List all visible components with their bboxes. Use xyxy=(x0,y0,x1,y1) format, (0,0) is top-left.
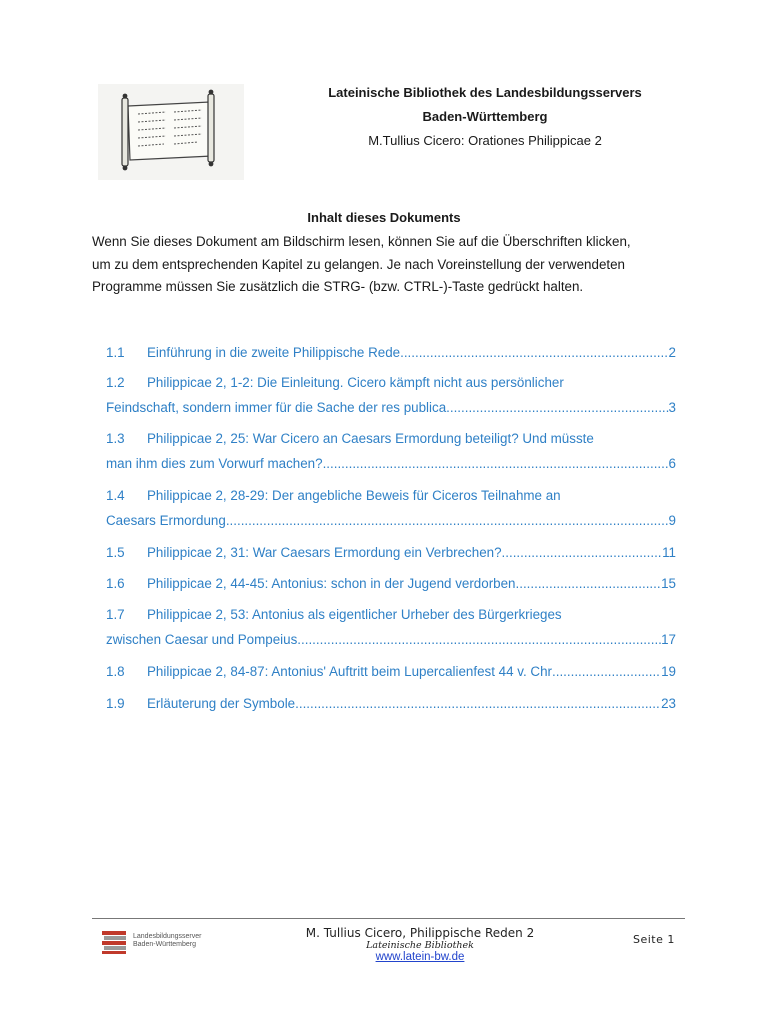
toc-title-continued[interactable]: Feindschaft, sondern immer für die Sache der res publica xyxy=(106,400,447,415)
intro-line: Wenn Sie dieses Dokument am Bildschirm lesen, können Sie auf die Überschriften klicken, xyxy=(92,234,631,249)
toc-entry-1-8[interactable] xyxy=(106,664,676,689)
contents-heading: Inhalt dieses Dokuments xyxy=(307,210,461,225)
toc-page: 2 xyxy=(668,345,676,360)
intro-line: um zu dem entsprechenden Kapitel zu gelangen. Je nach Voreinstellung der verwendeten xyxy=(92,256,626,272)
toc-page: 6 xyxy=(668,456,676,471)
toc-title[interactable]: Philippicae 2, 25: War Cicero an Caesars Ermordung beteiligt? Und müsste xyxy=(147,431,594,446)
toc-title-continued[interactable]: man ihm dies zum Vorwurf machen? xyxy=(106,456,323,471)
toc-title[interactable]: Philippicae 2, 44-45: Antonius: schon in der Jugend verdorben xyxy=(147,576,516,591)
book-stack-logo xyxy=(100,928,230,956)
toc-entry-1-1[interactable] xyxy=(106,345,676,370)
toc-entry-1-4[interactable] xyxy=(106,488,676,538)
toc-number: 1.5 xyxy=(106,545,125,560)
toc-page: 19 xyxy=(661,664,676,679)
toc-page: 17 xyxy=(661,632,676,647)
toc-entry-1-3[interactable] xyxy=(106,431,676,481)
intro-line: Programme müssen Sie zusätzlich die STRG- (bzw. CTRL-)-Taste gedrückt halten. xyxy=(92,279,584,294)
toc-number: 1.6 xyxy=(106,576,125,591)
toc-title[interactable]: Philippicae 2, 84-87: Antonius' Auftritt beim Lupercalienfest 44 v. Chr xyxy=(147,664,552,679)
toc-title[interactable]: Einführung in die zweite Philippische Rede xyxy=(147,345,401,360)
document-title: M.Tullius Cicero: Orationes Philippicae 2 xyxy=(368,133,602,148)
toc-title[interactable]: Philippicae 2, 53: Antonius als eigentlicher Urheber des Bürgerkrieges xyxy=(147,607,562,622)
toc-title-continued[interactable]: Caesars Ermordung xyxy=(106,513,226,528)
toc-entry-1-6[interactable] xyxy=(106,576,676,601)
toc-entry-1-2[interactable] xyxy=(106,375,676,425)
toc-title[interactable]: Philippicae 2, 31: War Caesars Ermordung ein Verbrechen? xyxy=(147,545,502,560)
toc-number: 1.2 xyxy=(106,375,125,390)
toc-page: 23 xyxy=(661,696,676,711)
toc-number: 1.4 xyxy=(106,488,125,503)
footer-center xyxy=(270,926,570,963)
contents-intro xyxy=(92,231,682,299)
toc-number: 1.7 xyxy=(106,607,125,622)
toc-title[interactable]: Philippicae 2, 28-29: Der angebliche Beweis für Ciceros Teilnahme an xyxy=(147,488,561,503)
page-number: Seite 1 xyxy=(633,933,675,946)
scroll-image xyxy=(98,84,244,180)
library-subtitle: Baden-Württemberg xyxy=(422,109,548,124)
footer-divider xyxy=(92,918,685,919)
footer-subtitle: Lateinische Bibliothek xyxy=(366,940,474,951)
toc-number: 1.9 xyxy=(106,696,125,711)
toc-title[interactable]: Philippicae 2, 1-2: Die Einleitung. Cicero kämpft nicht aus persönlicher xyxy=(147,375,564,390)
footer-title: M. Tullius Cicero, Philippische Reden 2 xyxy=(305,926,535,940)
library-title: Lateinische Bibliothek des Landesbildungsservers xyxy=(328,85,642,100)
toc-title-continued[interactable]: zwischen Caesar und Pompeius xyxy=(106,632,298,647)
toc-page: 9 xyxy=(668,513,676,528)
toc-entry-1-5[interactable] xyxy=(106,545,676,570)
toc-entry-1-7[interactable] xyxy=(106,607,676,657)
toc-number: 1.3 xyxy=(106,431,125,446)
toc-entry-1-9[interactable] xyxy=(106,696,676,721)
toc-title[interactable]: Erläuterung der Symbole xyxy=(147,696,296,711)
footer-link[interactable]: www.latein-bw.de xyxy=(375,951,465,963)
toc-number: 1.8 xyxy=(106,664,125,679)
toc-page: 11 xyxy=(662,545,676,560)
toc-page: 3 xyxy=(668,400,676,415)
logo-text-line: Baden-Württemberg xyxy=(133,941,197,948)
toc-page: 15 xyxy=(661,576,676,591)
toc-number: 1.1 xyxy=(106,345,125,360)
logo-text-line: Landesbildungsserver xyxy=(133,933,202,940)
